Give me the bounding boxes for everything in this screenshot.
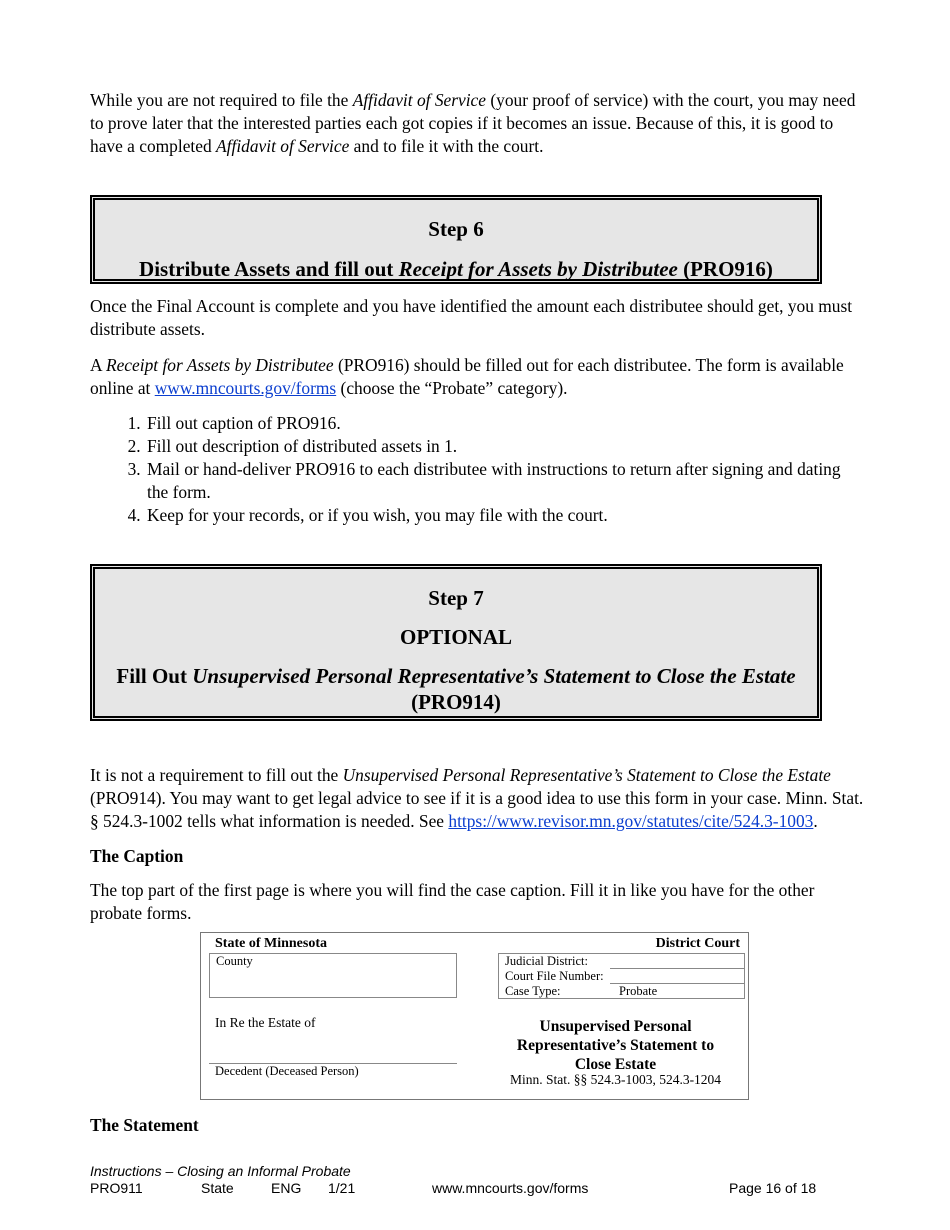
step-7-form-code: (PRO914) <box>411 690 501 714</box>
county-box <box>209 953 457 998</box>
case-type-row: Case Type: Probate <box>505 984 658 998</box>
judicial-district-row: Judicial District: <box>499 954 744 969</box>
case-info-box <box>498 953 745 999</box>
caption-statute: Minn. Stat. §§ 524.3-1003, 524.3-1204 <box>509 1072 722 1087</box>
county-label: County <box>216 954 253 968</box>
footer-revision: 1/21 <box>328 1180 356 1196</box>
footer-website: www.mncourts.gov/forms <box>432 1180 589 1196</box>
step-6-heading: Step 6 <box>428 217 484 241</box>
in-re-label: In Re the Estate of <box>215 1015 316 1030</box>
step-7-heading: Step 7 <box>428 586 484 610</box>
list-item: 4. Keep for your records, or if you wish, you may file with the court. <box>145 504 865 527</box>
list-item: 1. Fill out caption of PRO916. <box>145 412 865 435</box>
footer-page-number: Page 16 of 18 <box>729 1180 817 1196</box>
step-7-optional: OPTIONAL <box>399 625 512 649</box>
step-6-paragraph-2: A Receipt for Assets by Distributee (PRO916) should be filled out for each distributee. The form is available online at www.mncourts.gov/forms (choose the “Probate” category). <box>90 355 844 398</box>
caption-state: State of Minnesota <box>215 936 327 951</box>
step-7-box <box>90 564 822 721</box>
footer-title: Instructions – Closing an Informal Probate <box>90 1163 351 1179</box>
step-6-title: Distribute Assets and fill out Receipt for Assets by Distributee (PRO916) <box>139 257 773 281</box>
footer-form-id: PRO911 <box>90 1180 143 1196</box>
revisor-link[interactable]: https://www.revisor.mn.gov/statutes/cite/524.3-1003 <box>448 811 814 831</box>
statement-heading: The Statement <box>90 1115 199 1135</box>
list-item: 3. Mail or hand-deliver PRO916 to each distributee with instructions to return after signing and dating the form. <box>145 458 865 504</box>
step-6-list <box>90 412 865 527</box>
step-7-title: Fill Out Unsupervised Personal Representative’s Statement to Close the Estate <box>116 664 796 688</box>
footer-jurisdiction: State <box>201 1180 234 1196</box>
step-7-paragraph: It is not a requirement to fill out the Unsupervised Personal Representative’s Statement to Close the Estate (PRO914). You may want to get legal advice to see if it is a good idea to use this form in your case. Minn. Stat. § 524.3-1002 tells what information is needed. See https://www.revisor.mn.gov/statutes/cite/524.3-1003. <box>90 765 864 831</box>
forms-link[interactable]: www.mncourts.gov/forms <box>154 378 337 398</box>
list-item: 2. Fill out description of distributed assets in 1. <box>145 435 865 458</box>
caption-paragraph: The top part of the first page is where you will find the case caption. Fill it in like you have for the other probate forms. <box>90 880 815 923</box>
caption-heading: The Caption <box>90 846 184 866</box>
caption-example <box>200 932 749 1100</box>
footer-language: ENG <box>271 1180 302 1196</box>
document-body <box>90 88 865 925</box>
caption-form-title: Unsupervised Personal Representative’s Statement to Close Estate <box>516 1018 715 1073</box>
decedent-label: Decedent (Deceased Person) <box>215 1064 359 1078</box>
step-6-box <box>90 195 822 284</box>
page-footer <box>90 1163 870 1197</box>
caption-court: District Court <box>655 936 740 951</box>
court-file-number-row: Court File Number: <box>499 969 744 984</box>
affidavit-paragraph: While you are not required to file the Affidavit of Service (your proof of service) with the court, you may need to prove later that the interested parties each got copies if it becomes an issue. Because of this, it is good to have a completed Affidavit of Service and to file it with the court. <box>90 90 856 156</box>
step-6-paragraph-1: Once the Final Account is complete and you have identified the amount each distributee should get, you must distribute assets. <box>90 296 853 339</box>
